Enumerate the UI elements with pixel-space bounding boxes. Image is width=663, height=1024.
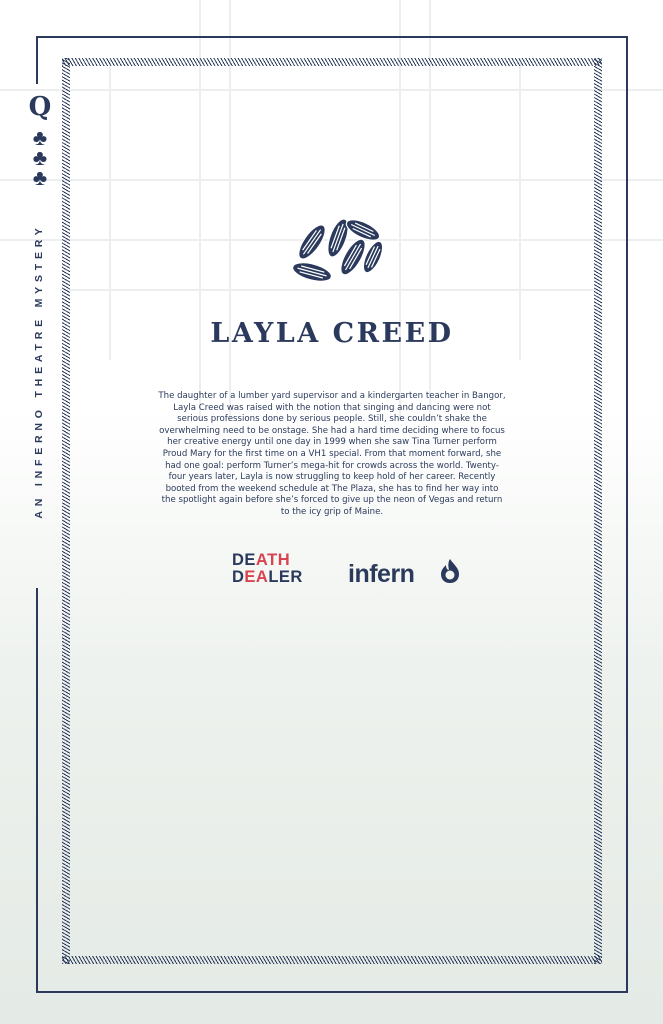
card-rank: Q <box>28 92 52 122</box>
club-suit-stack <box>28 125 52 190</box>
series-title-vertical <box>33 223 45 519</box>
logo-text: ATH <box>255 551 291 569</box>
hatch-bottom <box>62 956 602 964</box>
hatch-top <box>62 58 602 66</box>
character-bio: The daughter of a lumber yard supervisor and a kindergarten teacher in Bangor, Layla Creed was raised with the notion that singing and dancing were not serious professions done by serious people. Still, she couldn’t shake the overwhelming need to be onstage. She had a hard time deciding where to focus her creative energy until one day in 1999 when she saw Tina Turner perform Proud Mary for the first time on a VH1 special. From that moment forward, she had one goal: perform Turner’s mega-hit for crowds across the world. Twenty-four years later, Layla is now struggling to keep hold of her career. Recently booted from the weekend schedule at The Plaza, she has to find her way into the spotlight again before she’s forced to give up the neon of Vegas and return to the icy grip of Maine. <box>158 391 506 517</box>
logo-text: D <box>232 568 245 586</box>
logo-text: DE <box>232 551 256 569</box>
logo-text: EA <box>244 568 269 586</box>
death-dealer-logo <box>232 552 303 586</box>
sunflower-seeds-icon <box>290 212 390 292</box>
outer-frame-left-top <box>36 36 38 84</box>
flame-o-icon <box>440 558 460 584</box>
hatch-right <box>594 58 602 964</box>
character-name: LAYLA CREED <box>210 318 454 349</box>
inferno-logo: infern <box>348 560 415 588</box>
logo-text: LER <box>268 568 303 586</box>
logos-row <box>232 552 462 592</box>
club-icon: ♣ <box>32 145 48 170</box>
club-icon: ♣ <box>32 165 48 190</box>
hatch-left <box>62 58 70 964</box>
club-icon: ♣ <box>32 125 48 150</box>
outer-frame-left-bottom <box>36 588 38 993</box>
series-title: AN INFERNO THEATRE MYSTERY <box>33 223 45 519</box>
